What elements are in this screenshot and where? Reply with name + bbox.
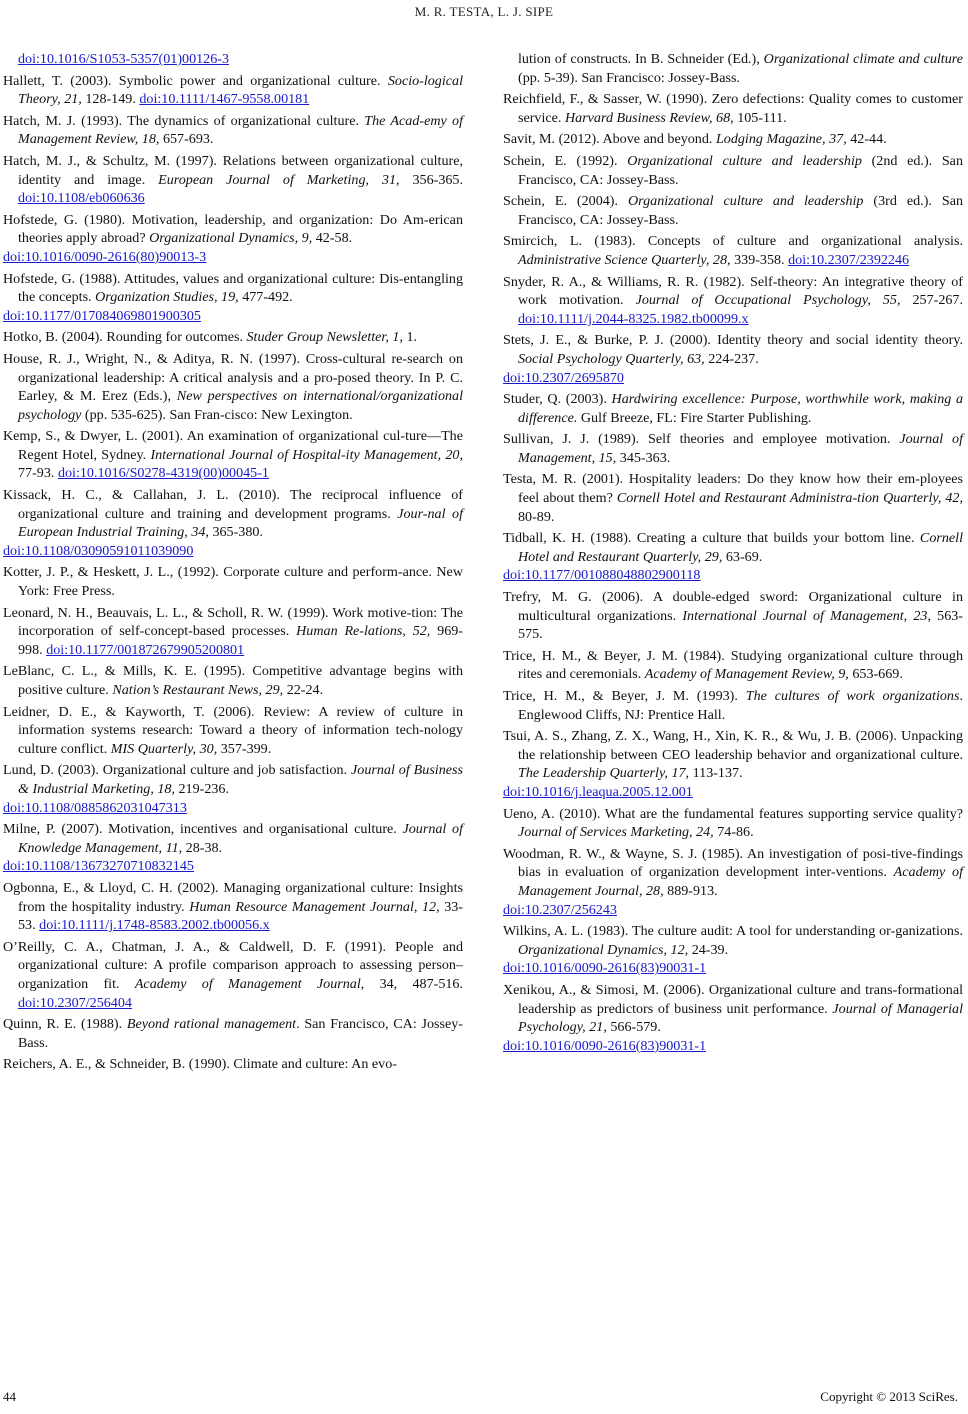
reference-source-title: Academy of Management Review, 9,	[644, 666, 849, 683]
reference-entry	[3, 1055, 463, 1074]
reference-entry	[3, 879, 463, 935]
reference-text: Ogbonna, E., & Lloyd, C. H. (2002). Managing organizational culture: Insights from the hospitality industry.	[3, 879, 463, 915]
reference-source-title: Socio-logical Theory, 21,	[18, 72, 463, 108]
reference-entry	[3, 761, 463, 817]
reference-entry	[503, 232, 963, 269]
reference-text: Lund, D. (2003). Organizational culture and job satisfaction.	[3, 762, 352, 779]
reference-entry	[3, 662, 463, 699]
reference-text: Tsui, A. S., Zhang, Z. X., Wang, H., Xin, K. R., & Wu, J. B. (2006). Unpacking the relationship between CEO leadership behavior and organizational culture.	[503, 728, 963, 763]
reference-entry	[3, 50, 463, 69]
reference-text: 566-579.	[606, 1019, 661, 1036]
reference-text: (pp. 535-625). San Fran-cisco: New Lexington.	[81, 406, 353, 423]
reference-entry	[3, 1015, 463, 1052]
reference-source-title: Beyond rational management	[126, 1016, 297, 1033]
reference-text: O’Reilly, C. A., Chatman, J. A., & Caldwell, D. F. (1991). People and organizational culture: A profile comparison approach to assessing person–organization fit.	[3, 938, 463, 992]
reference-entry	[503, 470, 963, 526]
reference-source-title: Journal of Services Marketing, 24,	[518, 824, 714, 841]
reference-source-title: The cultures of work organizations	[745, 688, 960, 704]
reference-text: 42-44.	[846, 131, 887, 148]
reference-source-title: Administrative Science Quarterly, 28,	[518, 251, 731, 268]
reference-text: lution of constructs. In B. Schneider (Ed.),	[518, 51, 764, 67]
reference-entry	[3, 350, 463, 424]
reference-text: (2nd ed.). San Francisco, CA: Jossey-Bass.	[518, 152, 963, 188]
doi-link[interactable]: doi:10.1111/j.1748-8583.2002.tb00056.x	[39, 917, 270, 934]
reference-entry	[3, 604, 463, 660]
reference-source-title: Journal of Knowledge Management, 11,	[18, 821, 463, 856]
reference-text: 63-69.	[722, 548, 763, 565]
reference-entry	[503, 529, 963, 585]
running-header: M. R. TESTA, L. J. SIPE	[414, 4, 554, 19]
doi-link[interactable]: doi:10.1108/03090591011039090	[3, 542, 194, 559]
reference-text: Reichers, A. E., & Schneider, B. (1990). Climate and culture: An evo-	[3, 1056, 397, 1073]
reference-source-title: Organizational Dynamics, 9,	[149, 230, 313, 247]
doi-link[interactable]: doi:10.1111/j.2044-8325.1982.tb00099.x	[518, 310, 749, 327]
reference-text: 224-237.	[704, 350, 759, 367]
reference-text: Snyder, R. A., & Williams, R. R. (1982). Self-theory: An integrative theory of work motivation.	[503, 273, 963, 309]
reference-text: Leonard, N. H., Beauvais, L. L., & Scholl, R. W. (1999). Work motive-tion: The incorporation of self-concept-based processes.	[3, 604, 463, 640]
reference-text: 105-111.	[733, 109, 787, 126]
reference-source-title: Lodging Magazine, 37,	[715, 131, 847, 148]
doi-link[interactable]: doi:10.2307/256243	[503, 901, 617, 918]
doi-link[interactable]: doi:10.1177/001088048802900118	[503, 567, 701, 584]
reference-text: 22-24.	[283, 682, 324, 698]
reference-entry	[3, 72, 463, 109]
reference-entry	[3, 820, 463, 876]
reference-text: 28-38.	[182, 839, 223, 856]
reference-text: Reichfield, F., & Sasser, W. (1990). Zero defections: Quality comes to customer service.	[503, 91, 963, 126]
reference-entry	[503, 130, 963, 149]
reference-source-title: European Journal of Marketing, 31,	[158, 171, 400, 188]
reference-entry	[503, 922, 963, 978]
reference-entry	[503, 192, 963, 229]
reference-text: 345-363.	[616, 449, 671, 466]
reference-entry	[503, 845, 963, 919]
reference-source-title: Academy of Management Journal, 28,	[518, 864, 963, 899]
reference-text: 128-149.	[81, 91, 140, 108]
doi-link[interactable]: doi:10.1016/0090-2616(80)90013-3	[3, 248, 207, 265]
reference-entry	[503, 430, 963, 467]
doi-link[interactable]: doi:10.1016/0090-2616(83)90031-1	[503, 1037, 707, 1054]
references-right-column	[503, 50, 963, 1058]
reference-source-title: New perspectives on international/organizational psychology	[18, 388, 463, 423]
reference-entry	[3, 703, 463, 759]
reference-source-title: Harvard Business Review, 68,	[564, 109, 734, 126]
reference-text: Milne, P. (2007). Motivation, incentives and organisational culture.	[3, 821, 403, 838]
reference-text: Hatch, M. J., & Schultz, M. (1997). Relations between organizational culture, identity and image.	[3, 152, 463, 188]
reference-text: Trefry, M. G. (2006). A double-edged sword: Organizational culture in multicultural organizations.	[503, 589, 963, 624]
reference-source-title: Cornell Hotel and Restaurant Administra-tion Quarterly, 42,	[616, 490, 963, 507]
reference-source-title: MIS Quarterly, 30,	[110, 740, 218, 757]
reference-text: Hallett, T. (2003). Symbolic power and organizational culture.	[3, 72, 388, 89]
reference-source-title: Journal of Managerial Psychology, 21,	[518, 1000, 963, 1036]
reference-source-title: The Acad-emy of Management Review, 18,	[18, 112, 463, 148]
doi-link[interactable]: doi:10.1177/001872679905200801	[46, 641, 245, 658]
reference-text: 339-358.	[730, 251, 789, 268]
reference-source-title: Cornell Hotel and Restaurant Quarterly, 29,	[518, 530, 963, 565]
reference-text: Sullivan, J. J. (1989). Self theories and employee motivation.	[503, 431, 900, 448]
reference-entry	[3, 211, 463, 267]
reference-text: Gulf Breeze, FL: Fire Starter Publishing.	[577, 409, 812, 426]
reference-text: LeBlanc, C. L., & Mills, K. E. (1995). Competitive advantage begins with positive culture.	[3, 663, 463, 698]
reference-text: . Englewood Cliffs, NJ: Prentice Hall.	[518, 688, 963, 723]
reference-text: Trice, H. M., & Beyer, J. M. (1984). Studying organizational culture through rites and ceremonials.	[503, 647, 963, 683]
doi-link[interactable]: doi:10.1016/S1053-5357(01)00126-3	[18, 51, 230, 67]
reference-text: 77-93.	[18, 465, 58, 482]
copyright-notice: Copyright © 2013 SciRes.	[820, 1389, 958, 1404]
doi-link[interactable]: doi:10.1108/eb060636	[18, 190, 145, 207]
reference-text: Quinn, R. E. (1988).	[3, 1016, 127, 1033]
reference-text: Hatch, M. J. (1993). The dynamics of organizational culture.	[3, 112, 365, 129]
reference-source-title: Journal of Business & Industrial Marketing, 18,	[18, 762, 463, 797]
reference-text: House, R. J., Wright, N., & Aditya, R. N. (1997). Cross-cultural re-search on organizational leadership: A critical analysis and a pro-posed theory. In P. C. Earley, & M. Erez (Eds.),	[3, 350, 463, 405]
reference-entry	[503, 152, 963, 189]
reference-text: (pp. 5-39). San Francisco: Jossey-Bass.	[518, 69, 740, 86]
reference-source-title: Organizational culture and leadership	[627, 152, 862, 169]
reference-entry	[503, 588, 963, 644]
reference-source-title: Studer Group Newsletter, 1,	[246, 329, 403, 346]
reference-text: Kemp, S., & Dwyer, L. (2001). An examination of organizational cul-ture—The Regent Hotel, Sydney.	[3, 428, 463, 463]
doi-link[interactable]: doi:10.2307/256404	[18, 994, 132, 1011]
reference-source-title: Nation’s Restaurant News, 29,	[112, 682, 284, 698]
reference-text: 356-365.	[399, 171, 463, 188]
reference-text: 969-998.	[18, 623, 463, 658]
reference-text: 80-89.	[518, 508, 555, 525]
doi-link[interactable]: doi:10.1016/S0278-4319(00)00045-1	[57, 465, 269, 482]
reference-source-title: Journal of Management, 15,	[518, 431, 963, 466]
reference-text: 477-492.	[238, 289, 293, 306]
doi-link[interactable]: doi:10.1177/017084069801900305	[3, 307, 201, 324]
doi-link[interactable]: doi:10.1108/0885862031047313	[3, 799, 187, 816]
reference-text: Kissack, H. C., & Callahan, J. L. (2010). The reciprocal influence of organizational culture and training and development programs.	[3, 487, 463, 522]
doi-link[interactable]: doi:10.2307/2695870	[503, 369, 624, 386]
doi-link[interactable]: doi:10.1016/j.leaqua.2005.12.001	[503, 783, 693, 800]
reference-text: 42-58.	[312, 230, 353, 247]
reference-text: 357-399.	[217, 740, 272, 757]
reference-source-title: Human Resource Management Journal, 12,	[189, 898, 440, 915]
reference-entry	[3, 328, 463, 347]
doi-link[interactable]: doi:10.1111/1467-9558.00181	[139, 91, 310, 108]
reference-entry	[3, 270, 463, 326]
reference-text: 33-53.	[18, 898, 463, 934]
reference-text: Leidner, D. E., & Kayworth, T. (2006). Review: A review of culture in information systems research: Toward a theory of information tech-nology culture conflict.	[3, 703, 463, 757]
reference-source-title: Organization Studies, 19,	[95, 289, 239, 306]
reference-text: 563-575.	[518, 607, 963, 643]
reference-source-title: Organizational climate and culture	[763, 51, 963, 67]
reference-text: 889-913.	[663, 882, 718, 899]
reference-entry	[3, 152, 463, 208]
reference-text: 653-669.	[848, 666, 903, 683]
reference-text: . San Francisco, CA: Jossey-Bass.	[18, 1016, 463, 1051]
doi-link[interactable]: doi:10.2307/2392246	[788, 251, 910, 268]
reference-entry	[503, 390, 963, 427]
reference-entry	[503, 331, 963, 387]
reference-text: 24-39.	[688, 941, 729, 958]
reference-text: Stets, J. E., & Burke, P. J. (2000). Identity theory and social identity theory.	[503, 332, 963, 349]
reference-entry	[3, 112, 463, 149]
reference-text: 113-137.	[689, 765, 743, 782]
reference-entry	[503, 273, 963, 329]
reference-entry	[3, 563, 463, 600]
reference-text: Smircich, L. (1983). Concepts of culture and organizational analysis.	[503, 233, 963, 250]
reference-entry	[503, 687, 963, 724]
reference-source-title: Academy of Management Journal	[134, 975, 361, 992]
reference-entry	[3, 486, 463, 560]
reference-text: Xenikou, A., & Simosi, M. (2006). Organizational culture and trans-formational leadership as predictors of business unit performance.	[503, 981, 963, 1017]
reference-text: 365-380.	[208, 524, 263, 541]
reference-text: Wilkins, A. L. (1983). The culture audit: A tool for understanding or-ganizations.	[503, 923, 963, 940]
page-number: 44	[3, 1389, 16, 1404]
reference-text: Savit, M. (2012). Above and beyond.	[503, 131, 716, 148]
doi-link[interactable]: doi:10.1016/0090-2616(83)90031-1	[503, 960, 707, 977]
reference-source-title: The Leadership Quarterly, 17,	[518, 765, 690, 782]
reference-text: Studer, Q. (2003).	[503, 391, 612, 408]
reference-text: Hofstede, G. (1988). Attitudes, values and organizational culture: Dis-entangling the concepts.	[3, 270, 463, 306]
reference-source-title: Hardwiring excellence: Purpose, worthwhile work, making a difference.	[518, 391, 964, 426]
reference-text: Woodman, R. W., & Wayne, S. J. (1985). An investigation of posi-tive-findings bias in evaluation of organization development inter-ventions.	[503, 845, 963, 881]
reference-text: 257-267.	[900, 292, 963, 309]
reference-source-title: Journal of Occupational Psychology, 55,	[635, 292, 901, 309]
reference-text: Hotko, B. (2004). Rounding for outcomes.	[3, 329, 247, 346]
reference-entry	[3, 427, 463, 483]
reference-text: Testa, M. R. (2001). Hospitality leaders: Do they know how their em-ployees feel about them?	[503, 471, 963, 507]
reference-source-title: Organizational Dynamics, 12,	[518, 941, 689, 958]
reference-source-title: International Journal of Management, 23,	[682, 607, 931, 624]
reference-source-title: Jour-nal of European Industrial Training, 34,	[18, 505, 463, 541]
reference-entry	[503, 90, 963, 127]
references-left-column	[3, 50, 463, 1077]
doi-link[interactable]: doi:10.1108/13673270710832145	[3, 858, 194, 875]
reference-source-title: Human Re-lations, 52,	[296, 623, 431, 640]
reference-text: (3rd ed.). San Francisco, CA: Jossey-Bass.	[518, 193, 963, 228]
reference-text: Schein, E. (1992).	[503, 152, 628, 169]
reference-text: Kotter, J. P., & Heskett, J. L., (1992). Corporate culture and perform-ance. New York: Free Press.	[3, 564, 463, 600]
reference-text: 219-236.	[174, 780, 230, 797]
reference-entry	[503, 981, 963, 1055]
reference-text: 74-86.	[713, 824, 754, 841]
reference-entry	[503, 647, 963, 684]
reference-text: , 34, 487-516.	[360, 975, 463, 992]
reference-source-title: International Journal of Hospital-ity Management, 20,	[150, 446, 463, 463]
reference-text: Ueno, A. (2010). What are the fundamental features supporting service quality?	[503, 805, 963, 822]
reference-text: Tidball, K. H. (1988). Creating a culture that builds your bottom line.	[503, 530, 920, 547]
reference-entry	[503, 50, 963, 87]
reference-entry	[503, 727, 963, 801]
reference-text: 1.	[402, 329, 418, 346]
reference-text: Hofstede, G. (1980). Motivation, leadership, and organization: Do Am-erican theories apply abroad?	[3, 211, 463, 247]
reference-text: Trice, H. M., & Beyer, J. M. (1993).	[503, 688, 746, 704]
reference-source-title: Organizational culture and leadership	[627, 193, 864, 210]
reference-entry	[503, 805, 963, 842]
reference-text: 657-693.	[159, 131, 214, 148]
reference-text: Schein, E. (2004).	[503, 193, 628, 210]
reference-source-title: Social Psychology Quarterly, 63,	[518, 350, 705, 367]
reference-entry	[3, 938, 463, 1012]
